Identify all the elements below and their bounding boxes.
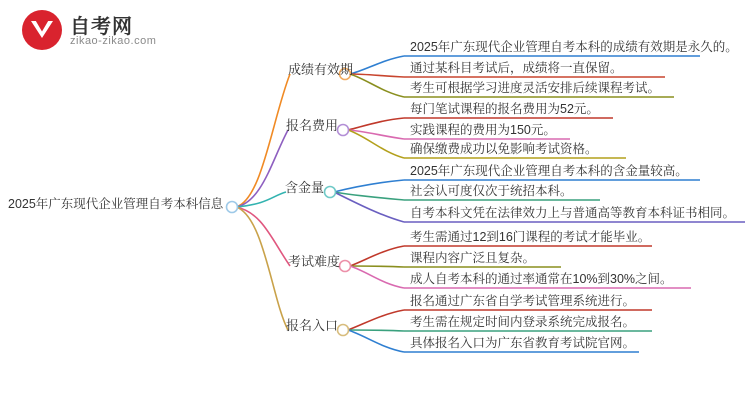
leaf-fees-2: 实践课程的费用为150元。 — [410, 123, 556, 137]
leaf-difficulty-2: 课程内容广泛且复杂。 — [410, 251, 536, 265]
leaf-fees-1: 每门笔试课程的报名费用为52元。 — [410, 102, 599, 116]
branch-title-fees[interactable]: 报名费用 — [286, 118, 339, 133]
leaf-entry-1: 报名通过广东省自学考试管理系统进行。 — [410, 294, 636, 308]
mindmap-root-label: 2025年广东现代企业管理自考本科信息 — [8, 197, 224, 211]
branch-title-entry[interactable]: 报名入口 — [286, 318, 339, 333]
leaf-fees-3: 确保缴费成功以免影响考试资格。 — [410, 142, 598, 156]
leaf-validity-3: 考生可根据学习进度灵活安排后续课程考试。 — [410, 81, 661, 95]
leaf-difficulty-3: 成人自考本科的通过率通常在10%到30%之间。 — [410, 272, 673, 286]
leaf-value-3: 自考本科文凭在法律效力上与普通高等教育本科证书相同。 — [410, 206, 736, 220]
leaf-value-2: 社会认可度仅次于统招本科。 — [410, 184, 573, 198]
leaf-entry-3: 具体报名入口为广东省教育考试院官网。 — [410, 336, 636, 350]
leaf-validity-1: 2025年广东现代企业管理自考本科的成绩有效期是永久的。 — [410, 40, 738, 54]
leaf-value-1: 2025年广东现代企业管理自考本科的含金量较高。 — [410, 164, 688, 178]
leaf-entry-2: 考生需在规定时间内登录系统完成报名。 — [410, 315, 636, 329]
leaf-difficulty-1: 考生需通过12到16门课程的考试才能毕业。 — [410, 230, 651, 244]
logo-domain-text: zikao-zikao.com — [70, 35, 157, 47]
leaf-validity-2: 通过某科目考试后，成绩将一直保留。 — [410, 61, 623, 75]
branch-title-validity[interactable]: 成绩有效期 — [288, 62, 354, 77]
branch-title-value[interactable]: 含金量 — [285, 180, 325, 195]
branch-title-difficulty[interactable]: 考试难度 — [288, 254, 341, 269]
logo-brand-name: 自考网 — [70, 16, 133, 38]
